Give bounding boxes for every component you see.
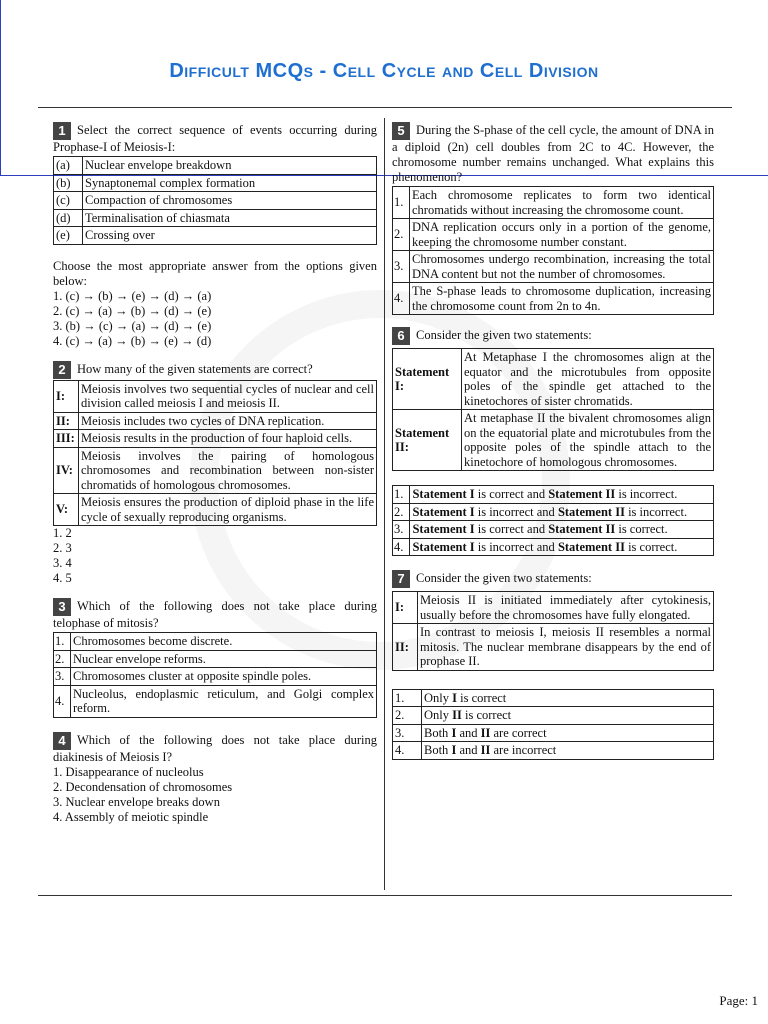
text: is correct. (624, 539, 678, 554)
row-value: Meiosis involves the pairing of homologous chromosomes and recombination between non-sister chromatids of homologous chromosomes. (79, 447, 377, 494)
question-6 (392, 327, 714, 556)
row-key: II: (54, 412, 79, 430)
text: are incorrect (490, 743, 557, 757)
row-value: Terminalisation of chiasmata (83, 209, 377, 227)
row-value: Chromosomes become discrete. (71, 633, 377, 651)
row-value: Chromosomes cluster at opposite spindle poles. (71, 668, 377, 686)
bold-term: Statement I (412, 539, 475, 554)
text: Only (424, 708, 453, 722)
question-2 (53, 361, 377, 587)
question-number: 7 (392, 570, 410, 588)
table-row (54, 650, 377, 668)
question-text: Consider the given two statements: (416, 327, 592, 342)
bold-term: Statement I (412, 504, 475, 519)
row-value: The S-phase leads to chromosome duplication, increasing the chromosome count from 2n to 4n. (410, 283, 714, 315)
bold-term: I (452, 690, 457, 705)
row-key: 1. (393, 689, 422, 707)
table-row (54, 227, 377, 245)
table-row (393, 410, 714, 471)
option: 4. Assembly of meiotic spindle (53, 809, 209, 824)
statement-text: In contrast to meiosis I, meiosis II resembles a normal mitosis. The nuclear membrane disappears by the end of prophase II. (418, 624, 714, 671)
table-row (393, 592, 714, 624)
row-key: 2. (393, 707, 422, 725)
option: 2. (c) → (a) → (b) → (d) → (e) (53, 303, 212, 318)
bold-term: II (480, 743, 491, 757)
row-key: (b) (54, 174, 83, 192)
text: and (456, 725, 481, 740)
option: 1. 2 (53, 526, 72, 540)
page-title: Difficult MCQs - Cell Cycle and Cell Division (169, 60, 599, 82)
statement-label: Statement II: (393, 410, 462, 471)
bold-term: Statement I (412, 522, 475, 536)
table-row (393, 724, 714, 742)
text: Both (424, 725, 452, 740)
text: is incorrect. (615, 487, 678, 501)
table-row (54, 380, 377, 412)
option: 3. (b) → (c) → (a) → (d) → (e) (53, 318, 212, 333)
option: 1. (c) → (b) → (e) → (d) → (a) (53, 288, 212, 303)
bold-term: Statement II (557, 504, 625, 519)
table-row (393, 503, 714, 521)
question-text: Which of the following does not take place during telophase of mitosis? (53, 598, 377, 630)
bold-term: Statement I (412, 487, 475, 501)
row-key: (d) (54, 209, 83, 227)
row-value: Nucleolus, endoplasmic reticulum, and Golgi complex reform. (71, 685, 377, 717)
bold-term: Statement II (548, 487, 616, 501)
text: is correct and (474, 487, 549, 501)
option: 3. 4 (53, 556, 72, 570)
table-row (54, 430, 377, 448)
bold-term: I (451, 725, 457, 740)
options-table (392, 186, 714, 315)
table-row (393, 521, 714, 539)
question-3 (53, 598, 377, 718)
question-text: Select the correct sequence of events occurring during Prophase-I of Meiosis-I: (53, 122, 377, 154)
row-key: 4. (393, 538, 410, 556)
page-number: Page: 1 (719, 993, 758, 1008)
option: 1. Disappearance of nucleolus (53, 764, 204, 779)
row-value: Meiosis involves two sequential cycles of nuclear and cell division called meiosis I and meiosis II. (79, 380, 377, 412)
table-row (54, 685, 377, 717)
row-value: DNA replication occurs only in a portion of the genome, keeping the chromosome number constant. (410, 219, 714, 251)
text: is correct. (615, 522, 668, 536)
statements-table (392, 591, 714, 671)
row-key: (a) (54, 157, 83, 175)
table-row (393, 486, 714, 504)
statement-text: Meiosis II is initiated immediately after cytokinesis, usually before the chromosomes have fully elongated. (418, 592, 714, 624)
question-1 (53, 122, 377, 349)
row-key: (e) (54, 227, 83, 245)
statement-text: At metaphase II the bivalent chromosomes align on the equatorial plate and microtubules from the opposite poles of the spindle attach to the kinetochore of homologous chromosomes. (462, 410, 714, 471)
row-key: IV: (54, 447, 79, 494)
question-number: 5 (392, 122, 410, 140)
text: is incorrect. (624, 504, 688, 519)
row-value: Compaction of chromosomes (83, 192, 377, 210)
row-value: Crossing over (83, 227, 377, 245)
row-value: Meiosis results in the production of four haploid cells. (79, 430, 377, 448)
row-key: V: (54, 494, 79, 526)
table-row (393, 251, 714, 283)
row-key: 3. (54, 668, 71, 686)
row-key: 4. (393, 742, 422, 760)
bold-term: II (452, 708, 462, 722)
row-key: III: (54, 430, 79, 448)
statement-label: II: (393, 624, 418, 671)
row-key: 2. (393, 503, 410, 521)
table-row (54, 633, 377, 651)
table-row (393, 283, 714, 315)
text: is incorrect and (474, 504, 558, 519)
bold-term: II (480, 725, 491, 740)
question-number: 1 (53, 122, 71, 140)
row-value: Synaptonemal complex formation (83, 174, 377, 192)
row-key: 2. (393, 219, 410, 251)
question-number: 6 (392, 327, 410, 345)
table-row (393, 689, 714, 707)
row-value: Nuclear envelope reforms. (71, 650, 377, 668)
row-key: 3. (393, 521, 410, 539)
text: and (456, 743, 481, 757)
table-row (54, 447, 377, 494)
left-column (53, 122, 377, 825)
table-row (393, 349, 714, 410)
option: 3. Nuclear envelope breaks down (53, 794, 220, 809)
row-key: 3. (393, 724, 422, 742)
option: 2. 3 (53, 541, 72, 555)
row-key: 1. (54, 633, 71, 651)
statement-label: Statement I: (393, 349, 462, 410)
row-value: Meiosis ensures the production of diploid phase in the life cycle of sexually reproducing organisms. (79, 494, 377, 526)
row-key: 4. (54, 685, 71, 717)
row-key: 1. (393, 486, 410, 504)
table-row (393, 624, 714, 671)
row-key: I: (54, 380, 79, 412)
table-row (393, 538, 714, 556)
question-text: Which of the following does not take place during diakinesis of Meiosis I? (53, 732, 377, 764)
question-number: 3 (53, 598, 71, 616)
row-value: Chromosomes undergo recombination, increasing the total DNA content but not the number of chromosomes. (410, 251, 714, 283)
option: 4. 5 (53, 571, 72, 585)
table-row (54, 209, 377, 227)
row-key: (c) (54, 192, 83, 210)
row-value: Nuclear envelope breakdown (83, 157, 377, 175)
text: are correct (490, 725, 547, 740)
row-key: 2. (54, 650, 71, 668)
table-row (393, 707, 714, 725)
table-row (54, 157, 377, 175)
question-text: Consider the given two statements: (416, 570, 592, 585)
text: Both (424, 743, 452, 757)
text: is correct (461, 708, 512, 722)
question-number: 4 (53, 732, 71, 750)
table-row (54, 412, 377, 430)
table-row (54, 174, 377, 192)
column-divider (384, 118, 385, 890)
bottom-divider (38, 895, 732, 896)
question-4 (53, 732, 377, 825)
row-value: Meiosis includes two cycles of DNA replication. (79, 412, 377, 430)
bold-term: I (451, 743, 457, 757)
option: 4. (c) → (a) → (b) → (e) → (d) (53, 333, 212, 348)
text: is correct and (474, 522, 549, 536)
bold-term: Statement II (548, 522, 616, 536)
row-key: 1. (393, 187, 410, 219)
table-row (393, 742, 714, 760)
statement-label: I: (393, 592, 418, 624)
statements-table (392, 348, 714, 471)
question-5 (392, 122, 714, 315)
row-value: Each chromosome replicates to form two identical chromatids without increasing the chromosome count. (410, 187, 714, 219)
question-number: 2 (53, 361, 71, 379)
question-text: During the S-phase of the cell cycle, the amount of DNA in a diploid (2n) cell doubles from 2C to 4C. However, the chromosome number remains unchanged. What explains this phenomenon? (392, 122, 714, 184)
answer-options-table (392, 485, 714, 556)
row-key: 4. (393, 283, 410, 315)
table-row (393, 219, 714, 251)
table-row (393, 187, 714, 219)
text: Only (424, 690, 453, 705)
table-row (54, 192, 377, 210)
answer-options-table (392, 689, 714, 760)
instruction-text: Choose the most appropriate answer from the options given below: (53, 258, 377, 288)
options-table (53, 632, 377, 718)
row-key: 3. (393, 251, 410, 283)
text: is correct (457, 690, 507, 705)
statements-table (53, 380, 377, 527)
text: is incorrect and (474, 539, 558, 554)
statement-text: At Metaphase I the chromosomes align at the equator and the microtubules from opposite poles of the spindle get attached to the kinetochores of sister chromatids. (462, 349, 714, 410)
option: 2. Decondensation of chromosomes (53, 779, 233, 794)
table-row (54, 668, 377, 686)
top-divider (38, 107, 732, 108)
bold-term: Statement II (557, 539, 625, 554)
question-7 (392, 570, 714, 760)
table-row (54, 494, 377, 526)
right-column (392, 122, 714, 760)
events-table (53, 156, 377, 245)
question-text: How many of the given statements are correct? (77, 361, 313, 376)
